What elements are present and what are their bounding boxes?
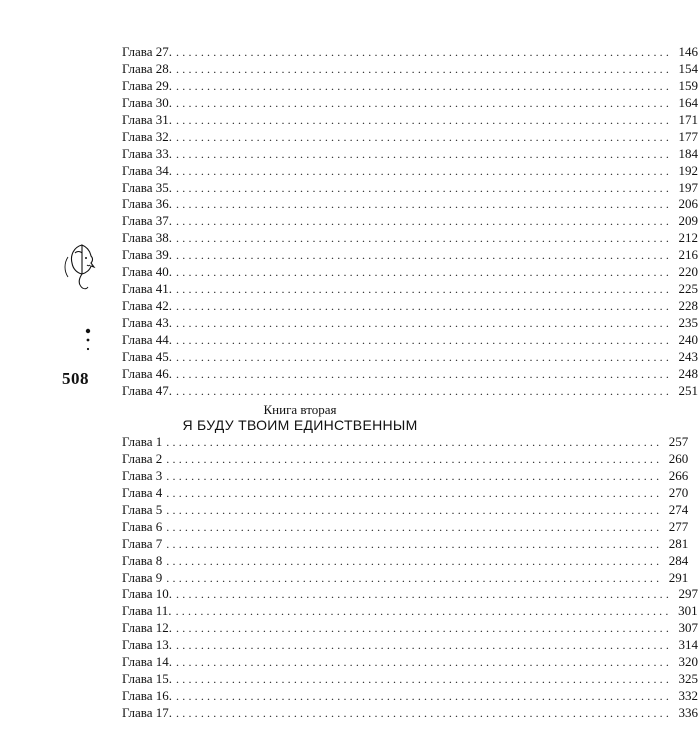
toc-entry xyxy=(122,569,689,587)
chapter-page-number: 274 xyxy=(668,501,689,517)
dot-leader: ................................................................................ xyxy=(176,621,673,636)
chapter-page-number: 270 xyxy=(668,484,689,500)
toc-entry xyxy=(122,688,698,705)
chapter-page-number: 177 xyxy=(678,128,698,144)
chapter-page-number: 301 xyxy=(678,603,698,619)
dot-leader: ................................................................................ xyxy=(176,231,673,246)
page-number: 508 xyxy=(62,369,89,388)
toc-entry xyxy=(122,484,689,502)
chapter-label: Глава 1 xyxy=(122,434,163,449)
chapter-label: Глава 47. xyxy=(122,382,173,398)
chapter-label: Глава 8 xyxy=(122,552,163,568)
dot-leader: ................................................................................ xyxy=(176,655,673,670)
toc-entry xyxy=(122,94,698,112)
chapter-label: Глава 37. xyxy=(122,213,173,229)
dot-leader: ................................................................................ xyxy=(166,485,663,500)
dot-leader: ................................................................................ xyxy=(166,502,663,517)
toc-entry xyxy=(122,60,698,78)
chapter-page-number: 281 xyxy=(668,535,689,551)
dot-leader: ................................................................................ xyxy=(176,112,673,127)
toc-entry xyxy=(122,111,698,129)
chapter-page-number: 197 xyxy=(678,179,698,195)
toc-entry xyxy=(122,552,689,570)
chapter-page-number: 220 xyxy=(678,264,698,280)
chapter-page-number: 184 xyxy=(678,145,698,161)
chapter-page-number: 307 xyxy=(678,620,698,636)
chapter-label: Глава 31. xyxy=(122,111,173,127)
chapter-label: Глава 17. xyxy=(122,705,173,720)
chapter-label: Глава 36. xyxy=(122,196,173,212)
dot-leader: ................................................................................ xyxy=(176,706,673,720)
toc-entry xyxy=(122,247,698,264)
dot-leader: ................................................................................ xyxy=(166,519,663,534)
chapter-label: Глава 30. xyxy=(122,94,173,110)
chapter-label: Глава 43. xyxy=(122,315,173,330)
chapter-label: Глава 11. xyxy=(122,603,172,619)
chapter-label: Глава 39. xyxy=(122,247,173,263)
chapter-page-number: 336 xyxy=(678,705,698,720)
chapter-page-number: 260 xyxy=(668,450,689,466)
toc-entry xyxy=(122,213,698,230)
book-two-subtitle: Книга вторая xyxy=(263,402,337,417)
dot-leader: ................................................................................ xyxy=(176,214,673,229)
dot-leader: ................................................................................ xyxy=(176,587,673,602)
dot-leader: ................................................................................ xyxy=(175,604,672,619)
toc-entry xyxy=(122,44,698,61)
chapter-page-number: 325 xyxy=(678,671,698,687)
chapter-page-number: 277 xyxy=(668,518,689,534)
dot-leader: ................................................................................ xyxy=(176,282,673,297)
chapter-page-number: 164 xyxy=(678,94,698,110)
chapter-page-number: 209 xyxy=(678,213,698,229)
toc-entry xyxy=(122,348,698,366)
toc-entry xyxy=(122,230,698,247)
toc-book-one xyxy=(122,44,698,400)
toc-entry xyxy=(122,586,698,603)
dot-leader: ................................................................................ xyxy=(176,332,673,347)
chapter-page-number: 154 xyxy=(678,60,698,76)
dot-leader: ................................................................................ xyxy=(176,95,673,110)
chapter-page-number: 291 xyxy=(668,569,689,585)
chapter-label: Глава 10. xyxy=(122,586,173,602)
chapter-label: Глава 46. xyxy=(122,365,173,381)
dot-leader: ................................................................................ xyxy=(166,468,663,483)
book-two-title: Я БУДУ ТВОИМ ЕДИНСТВЕННЫМ xyxy=(182,417,418,433)
dot-leader: ................................................................................ xyxy=(176,638,673,653)
chapter-label: Глава 33. xyxy=(122,145,173,161)
chapter-label: Глава 13. xyxy=(122,637,173,653)
dot-leader: ................................................................................ xyxy=(166,570,663,585)
chapter-page-number: 228 xyxy=(678,298,698,314)
chapter-label: Глава 12. xyxy=(122,620,173,636)
chapter-page-number: 235 xyxy=(678,315,698,330)
chapter-label: Глава 9 xyxy=(122,569,163,585)
dot-leader: ................................................................................ xyxy=(176,366,673,381)
chapter-page-number: 146 xyxy=(678,44,698,59)
chapter-page-number: 243 xyxy=(678,348,698,364)
toc-entry xyxy=(122,434,689,451)
dot-leader: ................................................................................ xyxy=(176,672,673,687)
dot-leader: ................................................................................ xyxy=(176,163,673,178)
toc-entry xyxy=(122,365,698,383)
toc-entry xyxy=(122,535,689,553)
dot-leader: ................................................................................ xyxy=(166,536,663,551)
chapter-label: Глава 45. xyxy=(122,348,173,364)
chapter-page-number: 284 xyxy=(668,552,689,568)
chapter-page-number: 257 xyxy=(668,434,689,449)
chapter-page-number: 320 xyxy=(678,654,698,670)
toc-entry xyxy=(122,671,698,688)
chapter-label: Глава 14. xyxy=(122,654,173,670)
chapter-page-number: 297 xyxy=(678,586,698,602)
chapter-label: Глава 40. xyxy=(122,264,173,280)
chapter-label: Глава 16. xyxy=(122,688,173,704)
dot-leader: ................................................................................ xyxy=(166,451,663,466)
chapter-label: Глава 27. xyxy=(122,44,173,59)
dot-leader: ................................................................................ xyxy=(176,316,673,330)
toc-entry xyxy=(122,331,698,349)
dot-leader: ................................................................................ xyxy=(176,349,673,364)
toc-entry xyxy=(122,382,698,400)
dot-leader: ................................................................................ xyxy=(176,299,673,314)
chapter-label: Глава 7 xyxy=(122,535,163,551)
toc-entry xyxy=(122,281,698,298)
chapter-page-number: 206 xyxy=(678,196,698,212)
chapter-label: Глава 5 xyxy=(122,501,163,517)
chapter-label: Глава 35. xyxy=(122,179,173,195)
chapter-label: Глава 15. xyxy=(122,671,173,687)
toc-entry xyxy=(122,179,698,197)
chapter-page-number: 159 xyxy=(678,77,698,93)
vertical-dots-icon xyxy=(84,328,92,354)
dot-leader: ................................................................................ xyxy=(176,197,673,212)
profile-face-icon xyxy=(60,243,108,293)
chapter-page-number: 192 xyxy=(678,162,698,178)
dot-leader: ................................................................................ xyxy=(176,146,673,161)
dot-leader: ................................................................................ xyxy=(176,248,673,263)
chapter-label: Глава 28. xyxy=(122,60,173,76)
chapter-label: Глава 4 xyxy=(122,484,163,500)
toc-entry xyxy=(122,162,698,180)
dot-leader: ................................................................................ xyxy=(166,435,663,449)
chapter-page-number: 314 xyxy=(678,637,698,653)
chapter-page-number: 248 xyxy=(678,365,698,381)
chapter-label: Глава 3 xyxy=(122,467,163,483)
chapter-page-number: 251 xyxy=(678,382,698,398)
chapter-label: Глава 42. xyxy=(122,298,173,314)
toc-entry xyxy=(122,637,698,654)
dot-leader: ................................................................................ xyxy=(176,129,673,144)
toc-entry xyxy=(122,264,698,281)
dot-leader: ................................................................................ xyxy=(176,689,673,704)
toc-entry xyxy=(122,603,698,620)
dot-leader: ................................................................................ xyxy=(176,45,673,59)
toc-entry xyxy=(122,620,698,637)
chapter-label: Глава 6 xyxy=(122,518,163,534)
dot-leader: ................................................................................ xyxy=(176,78,673,93)
toc-entry xyxy=(122,705,698,722)
chapter-page-number: 171 xyxy=(678,111,698,127)
dot-leader: ................................................................................ xyxy=(176,383,673,398)
toc-entry xyxy=(122,196,698,213)
toc-entry xyxy=(122,298,698,315)
chapter-page-number: 240 xyxy=(678,331,698,347)
chapter-label: Глава 44. xyxy=(122,331,173,347)
chapter-label: Глава 29. xyxy=(122,77,173,93)
toc-entry xyxy=(122,654,698,671)
toc-entry xyxy=(122,467,689,485)
chapter-page-number: 212 xyxy=(678,230,698,246)
toc-entry xyxy=(122,145,698,163)
dot-leader: ................................................................................ xyxy=(176,61,673,76)
chapter-page-number: 216 xyxy=(678,247,698,263)
toc-entry xyxy=(122,128,698,146)
chapter-page-number: 332 xyxy=(678,688,698,704)
dot-leader: ................................................................................ xyxy=(166,553,663,568)
chapter-label: Глава 34. xyxy=(122,162,173,178)
toc-entry xyxy=(122,315,698,332)
toc-entry xyxy=(122,501,689,519)
toc-book-two xyxy=(122,434,698,722)
dot-leader: ................................................................................ xyxy=(176,180,673,195)
chapter-page-number: 266 xyxy=(668,467,689,483)
chapter-page-number: 225 xyxy=(678,281,698,297)
toc-entry xyxy=(122,518,689,536)
chapter-label: Глава 32. xyxy=(122,128,173,144)
chapter-label: Глава 2 xyxy=(122,450,163,466)
dot-leader: ................................................................................ xyxy=(176,265,673,280)
toc-entry xyxy=(122,77,698,95)
chapter-label: Глава 41. xyxy=(122,281,173,297)
chapter-label: Глава 38. xyxy=(122,230,173,246)
toc-entry xyxy=(122,450,689,468)
